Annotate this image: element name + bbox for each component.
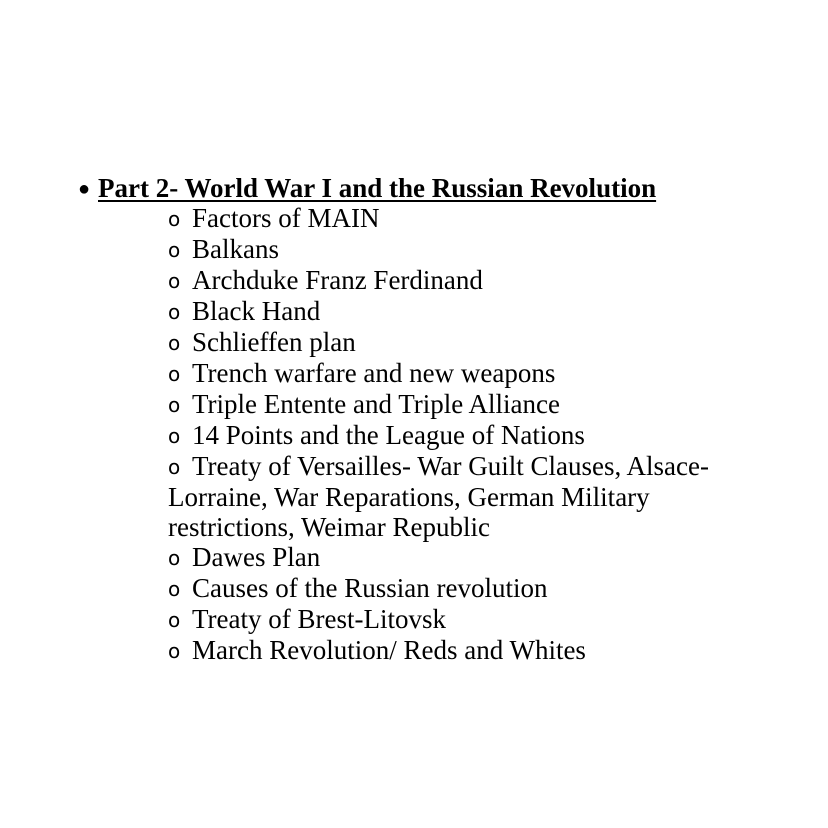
- circle-bullet-icon: o: [168, 362, 181, 386]
- list-item-line: Lorraine, War Reparations, German Military: [168, 482, 650, 512]
- list-item-text: Schlieffen plan: [192, 327, 356, 357]
- outline-heading: Part 2- World War I and the Russian Revolution: [98, 173, 657, 203]
- list-item: [168, 265, 808, 296]
- list-item: [168, 420, 808, 451]
- list-item: [168, 542, 808, 573]
- circle-bullet-icon: o: [168, 546, 181, 570]
- list-item-text: 14 Points and the League of Nations: [192, 420, 585, 450]
- list-item-line: [168, 451, 808, 482]
- list-item-text: Dawes Plan: [192, 542, 321, 572]
- bullet-icon: ●: [78, 178, 91, 200]
- list-item: [168, 389, 808, 420]
- outline-heading-row: [78, 172, 656, 205]
- circle-bullet-icon: o: [168, 207, 181, 231]
- list-item-text: Causes of the Russian revolution: [192, 573, 548, 603]
- circle-bullet-icon: o: [168, 639, 181, 663]
- list-item: [168, 203, 808, 234]
- list-item-text: Archduke Franz Ferdinand: [192, 265, 483, 295]
- list-item: [168, 358, 808, 389]
- list-item: [168, 327, 808, 358]
- list-item-text: March Revolution/ Reds and Whites: [192, 635, 586, 665]
- list-item-text: Factors of MAIN: [192, 203, 380, 233]
- list-item-text: Treaty of Brest-Litovsk: [192, 604, 446, 634]
- list-item-text: Balkans: [192, 234, 279, 264]
- circle-bullet-icon: o: [168, 424, 181, 448]
- list-item-text: Black Hand: [192, 296, 321, 326]
- list-item: [168, 296, 808, 327]
- circle-bullet-icon: o: [168, 393, 181, 417]
- circle-bullet-icon: o: [168, 455, 181, 479]
- list-item-text: Trench warfare and new weapons: [192, 358, 556, 388]
- circle-bullet-icon: o: [168, 269, 181, 293]
- list-item: [168, 573, 808, 604]
- circle-bullet-icon: o: [168, 577, 181, 601]
- list-item-multiline: [168, 451, 808, 542]
- circle-bullet-icon: o: [168, 608, 181, 632]
- list-item-text: Triple Entente and Triple Alliance: [192, 389, 560, 419]
- list-item-line: restrictions, Weimar Republic: [168, 512, 490, 542]
- list-item: [168, 604, 808, 635]
- list-item-text: Treaty of Versailles- War Guilt Clauses, Alsace-: [192, 451, 709, 481]
- list-item: [168, 234, 808, 265]
- circle-bullet-icon: o: [168, 331, 181, 355]
- circle-bullet-icon: o: [168, 300, 181, 324]
- circle-bullet-icon: o: [168, 238, 181, 262]
- outline-sublist: [168, 203, 808, 666]
- list-item: [168, 635, 808, 666]
